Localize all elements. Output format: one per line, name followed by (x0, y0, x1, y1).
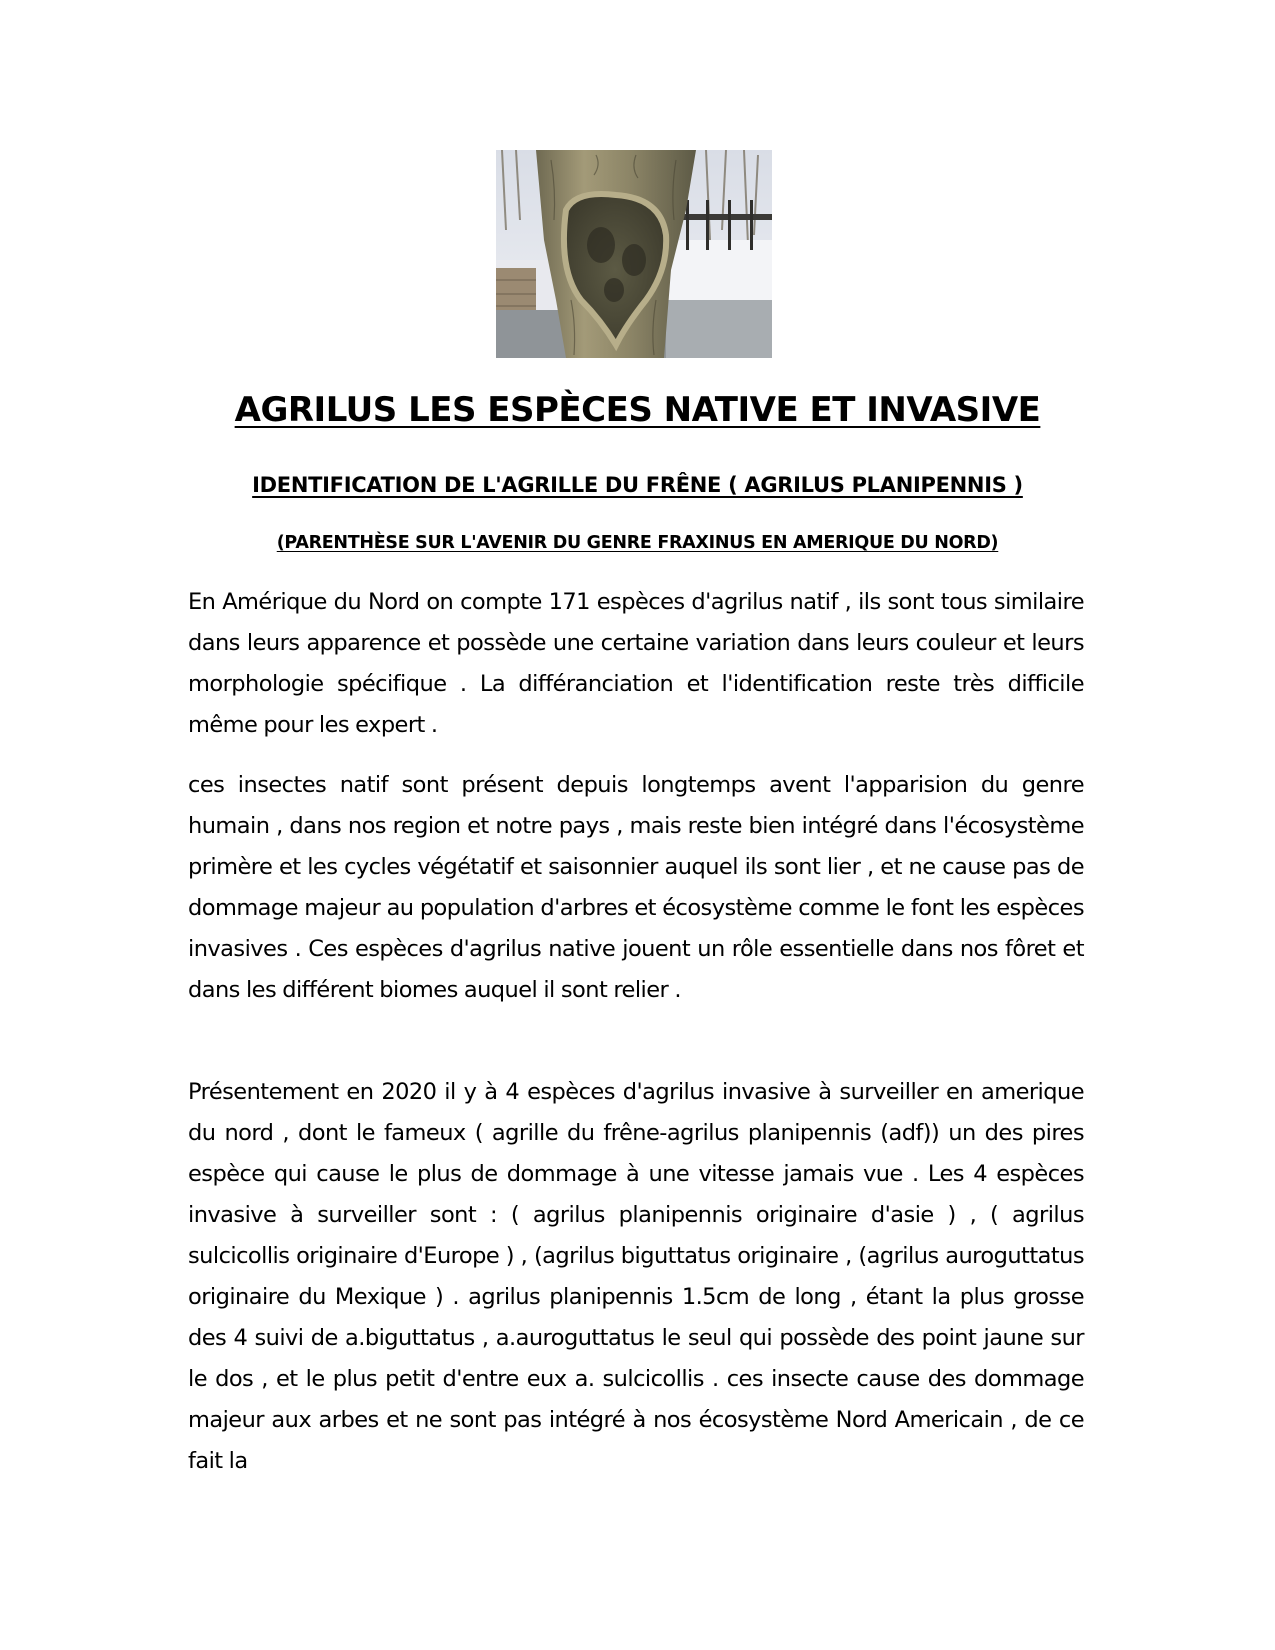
tree-bark-photo-icon (496, 150, 772, 358)
body-paragraph-2: ces insectes natif sont présent depuis longtemps avent l'apparision du genre humain , dans nos region et notre pays , mais reste bien intégré dans l'écosystème primère et les cycles végétatif et saisonnier auquel ils sont lier , et ne cause pas de dommage majeur au population d'arbres et écosystème comme le font les espèces invasives . Ces espèces d'agrilus native jouent un rôle essentielle dans nos fôret et dans les différent biomes auquel il sont relier . (188, 772, 1084, 1003)
body-paragraph-3: Présentement en 2020 il y à 4 espèces d'agrilus invasive à surveiller en amerique du nord , dont le fameux ( agrille du frêne-agrilus planipennis (adf)) un des pires espèce qui cause le plus de dommage à une vitesse jamais vue . Les 4 espèces invasive à surveiller sont : ( agrilus planipennis originaire d'asie ) , ( agrilus sulcicollis originaire d'Europe ) , (agrilus biguttatus originaire , (agrilus auroguttatus originaire du Mexique ) . agrilus planipennis 1.5cm de long , étant la plus grosse des 4 suivi de a.biguttatus , a.auroguttatus le seul qui possède des point jaune sur le dos , et le plus petit d'entre eux a. sulcicollis . ces insecte cause des dommage majeur aux arbes et ne sont pas intégré à nos écosystème Nord Americain , de ce fait la (188, 1079, 1084, 1474)
page-title: AGRILUS LES ESPÈCES NATIVE ET INVASIVE (234, 390, 1041, 430)
page-subtitle-secondary: (PARENTHÈSE SUR L'AVENIR DU GENRE FRAXINUS EN AMERIQUE DU NORD) (276, 533, 999, 553)
page-subtitle: IDENTIFICATION DE L'AGRILLE DU FRÊNE ( AGRILUS PLANIPENNIS ) (252, 473, 1023, 497)
tree-bark-photo (496, 150, 772, 358)
body-paragraph-1: En Amérique du Nord on compte 171 espèces d'agrilus natif , ils sont tous similaire dans leurs apparence et possède une certaine variation dans leurs couleur et leurs morphologie spécifique . La différanciation et l'identification reste très difficile même pour les expert . (188, 589, 1084, 738)
